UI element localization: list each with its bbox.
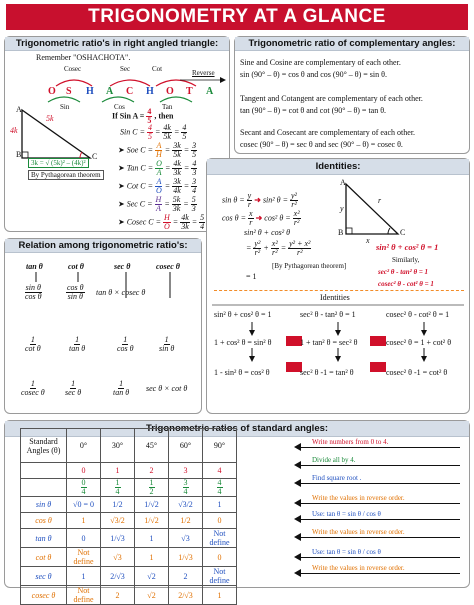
table-cell: 1	[203, 586, 237, 605]
table-cell: √3/2	[169, 497, 203, 513]
arrow-icon: ➤	[118, 199, 125, 209]
ratio-frac-letters	[163, 214, 171, 231]
identity-2: sec² θ - tan² θ = 1	[378, 268, 429, 276]
arrow-left-icon	[294, 461, 301, 469]
table-cell: 1	[203, 497, 237, 513]
arrow-left-icon	[294, 553, 301, 561]
table-cell: 0	[67, 463, 101, 479]
label-sec: Sec	[120, 65, 131, 73]
frac-den: r²	[291, 200, 297, 209]
ratio-row: ➤ Soe C = $\frac{A}{H}$ = $\frac{3k}{5k}$ = $\frac{3}{5}$	[118, 141, 197, 159]
frac-den: A	[155, 204, 161, 213]
note-arrow-line	[300, 557, 460, 558]
frac-den: 4k	[173, 186, 181, 195]
itri-y: y	[340, 204, 344, 213]
frac-num: 3	[192, 141, 197, 150]
ratio-frac-k	[180, 214, 190, 231]
identity-triangle-diagram	[336, 178, 406, 244]
frac-den: sin θ	[159, 344, 175, 353]
ratio-row: ➤ Cot C = $\frac{A}{O}$ = $\frac{3k}{4k}$ = $\frac{3}{4}$	[118, 177, 197, 195]
frac-den: cosec θ	[21, 388, 45, 397]
letter-a2: A	[206, 86, 214, 97]
frac-num: 1	[119, 379, 124, 388]
id-col3-2: cosec² θ = 1 + cot² θ	[386, 338, 452, 347]
panel-heading: Trigonometric ratio of complementary angles:	[235, 37, 469, 51]
id-l5: [By Pythagorean theorem]	[272, 262, 347, 270]
rel-one-cosec	[20, 380, 46, 397]
ratio-frac-value	[191, 178, 197, 195]
table-cell: 2	[135, 463, 169, 479]
arrow-left-icon	[294, 499, 301, 507]
table-cell: √2	[135, 586, 169, 605]
table-cell: tan θ	[21, 529, 67, 548]
id-l1	[222, 192, 298, 209]
table-cell: 0	[203, 548, 237, 567]
arrow-left-icon	[294, 569, 301, 577]
table-cell: 1/√2	[135, 497, 169, 513]
frac-num: 1	[30, 335, 35, 344]
ratio-frac-letters	[155, 160, 163, 177]
table-cell: cosec θ	[21, 586, 67, 605]
frac-den: 4	[183, 487, 188, 496]
table-cell: √3	[169, 529, 203, 548]
table-row	[21, 586, 237, 605]
frac-num: sin θ	[25, 283, 41, 292]
rel-one-cot	[24, 336, 42, 353]
arrow-left-icon	[294, 515, 301, 523]
table-cell: Not define	[67, 586, 101, 605]
table-row	[21, 567, 237, 586]
id-l4: = $\frac{\text{y²}}{\text{r²}}$ + $\frac{\text{x²}}{\text{r²}}$ = $\frac{\text{y² + x²}}{\text{r²}}$	[246, 239, 311, 257]
ratio-frac-letters	[147, 124, 153, 141]
comp-p3: Secant and Cosecant are complementary of each other.	[240, 128, 416, 137]
main-identity: sin² θ + cos² θ = 1	[376, 242, 439, 252]
table-cell: Not define	[67, 548, 101, 567]
rel-one-sin	[158, 336, 175, 353]
identity-arrows	[210, 320, 468, 390]
frac-num: 1	[164, 335, 169, 344]
table-cell: 1/√3	[101, 529, 135, 548]
note-text: Use: tan θ = sin θ / cos θ	[312, 548, 381, 556]
rel-cos-sin	[66, 284, 85, 301]
frac-num: x²	[293, 209, 300, 218]
itri-r: r	[378, 196, 382, 205]
letter-t: T	[186, 86, 193, 97]
note-text: Write the values in reverse order.	[312, 564, 405, 572]
frac-num: 4	[192, 159, 197, 168]
ratio-frac-value	[191, 196, 197, 213]
id-col3-1: cosec² θ - cot² θ = 1	[386, 310, 450, 319]
frac-num: x²	[271, 239, 278, 248]
table-cell: 1/√3	[169, 548, 203, 567]
table-cell	[203, 479, 237, 497]
frac-den: A	[156, 168, 162, 177]
frac-num: cos θ	[67, 283, 84, 292]
table-cell: 0	[67, 529, 101, 548]
label-cos: Cos	[114, 103, 125, 111]
side-4k: 4k	[10, 126, 18, 135]
page-title: TRIGONOMETRY AT A GLANCE	[6, 4, 468, 30]
ratio-fn: Cosec C	[126, 217, 154, 227]
table-cell: Not define	[203, 567, 237, 586]
divider	[212, 304, 464, 306]
rel-cosec: cosec θ	[156, 262, 180, 271]
label-cosec: Cosec	[64, 65, 82, 73]
table-cell	[21, 479, 67, 497]
table-cell: Not define	[203, 529, 237, 548]
frac-num: H	[155, 195, 162, 204]
comp-p1b: sin (90° – θ) = cos θ and cos (90° – θ) = sin θ.	[240, 70, 387, 79]
ratio-fn: Cot C	[126, 181, 146, 191]
id-col1-1: sin² θ + cos² θ = 1	[214, 310, 272, 319]
frac-den: 5	[192, 150, 197, 159]
table-cell: √0 = 0	[67, 497, 101, 513]
frac-num: y²	[291, 191, 297, 200]
rel-tan: tan θ	[26, 262, 43, 271]
frac-num: 1	[75, 335, 80, 344]
ratio-frac-k	[172, 142, 182, 159]
letter-a1: A	[106, 86, 114, 97]
frac-den: 3k	[172, 204, 181, 213]
letter-o2: O	[166, 86, 174, 97]
frac-num: 3	[192, 177, 197, 186]
frac-num: y²	[254, 239, 261, 248]
frac-num: 4k	[181, 213, 189, 222]
table-cell: 2	[169, 567, 203, 586]
note-arrow-line	[300, 447, 460, 448]
ratio-frac-value	[191, 142, 197, 159]
id-l1-d: sin² θ =	[262, 195, 288, 205]
id-l3: sin² θ + cos² θ	[244, 228, 291, 237]
ratio-frac-value	[181, 124, 187, 141]
ratio-row: ➤ Tan C = $\frac{O}{A}$ = $\frac{4k}{3k}$ = $\frac{4}{3}$	[118, 159, 197, 177]
note-text: Write the values in reverse order.	[312, 494, 405, 502]
frac-den: H	[156, 150, 162, 159]
note-arrow-line	[300, 465, 460, 466]
identity-3: cosec² θ - cot² θ = 1	[378, 280, 434, 288]
table-row	[21, 429, 237, 463]
frac-num: x	[249, 209, 253, 218]
frac-num: 1	[149, 478, 154, 487]
ratio-fn: Soe C	[126, 145, 146, 155]
frac-den: O	[156, 186, 162, 195]
tri-a: A	[16, 105, 22, 114]
table-cell: √2	[135, 567, 169, 586]
frac-den: r²	[254, 248, 261, 257]
frac-den: 5	[147, 132, 152, 141]
id-col1-3: 1 - sin² θ = cos² θ	[214, 368, 270, 377]
panel-heading: Identities:	[207, 159, 469, 175]
table-cell: 90°	[203, 429, 237, 463]
table-cell	[101, 479, 135, 497]
frac-num: 5k	[172, 195, 181, 204]
table-cell: 45°	[135, 429, 169, 463]
cell-frac	[183, 479, 189, 496]
table-row	[21, 463, 237, 479]
table-row	[21, 479, 237, 497]
frac-num: A	[156, 177, 162, 186]
arrow-left-icon	[294, 533, 301, 541]
rel-one-sec	[64, 380, 82, 397]
table-row	[21, 548, 237, 567]
table-cell: 0°	[67, 429, 101, 463]
frac-den: 4	[81, 487, 86, 496]
table-cell: 1	[101, 463, 135, 479]
note-arrow-line	[300, 519, 460, 520]
table-cell: 2	[101, 586, 135, 605]
arrow-icon: ➤	[118, 217, 125, 227]
id-col2-3: sec² θ -1 = tan² θ	[300, 368, 354, 377]
frac-den: 4	[192, 186, 197, 195]
frac-den: sin θ	[67, 292, 83, 301]
table-cell: 1/2	[101, 497, 135, 513]
frac-num: O	[156, 159, 162, 168]
frac-num: 4	[147, 107, 152, 116]
table-cell: 1	[67, 513, 101, 529]
id-col1-2: 1 + cos² θ = sin² θ	[214, 338, 272, 347]
ratio-frac-k	[172, 160, 182, 177]
id-col3-3: cosec² θ -1 = cot² θ	[386, 368, 448, 377]
table-cell: √3/2	[101, 513, 135, 529]
comp-p2b: tan (90° – θ) = cot θ and cot (90° – θ) = tan θ.	[240, 106, 387, 115]
panel-heading: Relation among trigonometric ratio's:	[5, 239, 201, 253]
table-cell: sin θ	[21, 497, 67, 513]
frac-num: 0	[81, 478, 86, 487]
frac-den: r²	[297, 248, 303, 257]
table-cell: 0	[203, 513, 237, 529]
frac-den: 3	[191, 204, 196, 213]
rel-cot: cot θ	[68, 262, 84, 271]
arrow-left-icon	[294, 479, 301, 487]
comp-p2: Tangent and Cotangent are complementary of each other.	[240, 94, 423, 103]
frac-num: 4	[217, 478, 222, 487]
note-text: Divide all by 4.	[312, 456, 356, 464]
letter-h2: H	[146, 86, 154, 97]
rel-mid1: tan θ × cosec θ	[96, 288, 146, 297]
frac-num: 4k	[173, 159, 181, 168]
note-text: Use: tan θ = sin θ / cos θ	[312, 510, 381, 518]
table-row	[21, 497, 237, 513]
frac-den: tan θ	[69, 344, 86, 353]
label-cot: Cot	[152, 65, 163, 73]
side-3k: 3k = √ (5k)² – (4k)²	[28, 158, 89, 168]
frac-den: cot θ	[25, 344, 41, 353]
table-row	[21, 529, 237, 548]
rel-sec: sec θ	[114, 262, 131, 271]
table-cell: cos θ	[21, 513, 67, 529]
frac-num: 1	[123, 335, 128, 344]
frac-den: r	[247, 200, 252, 209]
ratio-frac-k	[172, 178, 182, 195]
letter-o1: O	[48, 86, 56, 97]
table-cell: 2/√3	[169, 586, 203, 605]
frac-num: 1	[115, 478, 120, 487]
id-l6: = 1	[246, 272, 257, 281]
table-cell: cot θ	[21, 548, 67, 567]
similarly-label: Similarly,	[392, 256, 420, 264]
frac-num: 5	[200, 213, 205, 222]
frac-den: cos θ	[25, 292, 42, 301]
arrow-icon: ➜	[255, 213, 263, 223]
remember-text: Remember "OSHACHOTA".	[36, 53, 131, 62]
arrow-left-icon	[294, 443, 301, 451]
ratio-frac-letters	[155, 196, 163, 213]
frac-den: sec θ	[65, 388, 82, 397]
arrow-icon: ➤	[118, 181, 125, 191]
label-tan: Tan	[162, 103, 173, 111]
side-5k: 5k	[46, 114, 54, 123]
note-arrow-line	[300, 537, 460, 538]
table-cell: 2/√3	[101, 567, 135, 586]
id-col2-2: 1 + tan² θ = sec² θ	[300, 338, 358, 347]
cell-frac	[81, 479, 87, 496]
ratio-frac-letters	[155, 178, 163, 195]
frac-den: 5	[147, 116, 152, 125]
id-l2-a: cos θ =	[222, 213, 246, 223]
frac-den: 5k	[173, 150, 181, 159]
rel-one-cos	[116, 336, 135, 353]
note-arrow-line	[300, 503, 460, 504]
table-cell	[135, 479, 169, 497]
label-reverse: Reverse	[192, 69, 215, 77]
rel-mid2: sec θ × cot θ	[146, 384, 188, 393]
table-cell: 1	[135, 548, 169, 567]
frac-num: 1	[71, 379, 76, 388]
frac-den: tan θ	[113, 388, 130, 397]
itri-x: x	[366, 236, 370, 245]
table-cell: 1	[135, 529, 169, 548]
frac-num: 5	[191, 195, 196, 204]
tri-c: C	[92, 152, 98, 161]
id-l1-a: sin θ =	[222, 195, 245, 205]
frac-num: 1	[30, 379, 35, 388]
table-cell: √3	[101, 548, 135, 567]
frac-den: 3k	[181, 222, 189, 231]
tri-b: B	[16, 150, 22, 159]
letter-c: C	[126, 86, 134, 97]
comp-p1: Sine and Cosine are complementary of each other.	[240, 58, 401, 67]
frac-den: r	[249, 218, 253, 227]
frac-num: 3k	[173, 177, 181, 186]
dashed-divider	[214, 290, 464, 291]
rel-sin-cos	[24, 284, 43, 301]
ratio-frac-k	[162, 124, 172, 141]
ratio-fn: Sin C	[120, 127, 138, 137]
frac-den: 4	[200, 222, 205, 231]
table-cell: 1	[67, 567, 101, 586]
table-cell: 30°	[101, 429, 135, 463]
frac-den: 5k	[163, 132, 171, 141]
frac-num: H	[164, 213, 170, 222]
itri-a: A	[340, 178, 346, 187]
frac-den: 5	[182, 132, 187, 141]
label-sin: Sin	[60, 103, 70, 111]
frac-den: O	[164, 222, 170, 231]
frac-num: 3k	[173, 141, 181, 150]
frac-den: 3k	[173, 168, 181, 177]
table-cell: Standard Angles (θ)	[21, 429, 67, 463]
frac-den: r²	[293, 218, 300, 227]
frac-num: 4k	[163, 123, 171, 132]
ratio-frac-k	[172, 196, 182, 213]
table-cell: 3	[169, 463, 203, 479]
panel-heading: Trigonometric ratios of standard angles:	[5, 421, 469, 437]
frac-num: 4	[147, 123, 152, 132]
frac-den: cos θ	[117, 344, 134, 353]
note-text: Write the values in reverse order.	[312, 528, 405, 536]
table-cell: 4	[203, 463, 237, 479]
ratio-frac-letters	[155, 142, 163, 159]
table-cell	[21, 463, 67, 479]
ratio-row: ➤ Cosec C = $\frac{H}{O}$ = $\frac{4k}{3k}$ = $\frac{5}{4}$	[118, 213, 205, 231]
note-text: Write numbers from 0 to 4.	[312, 438, 389, 446]
pythagoras-note: By Pythagorean theorem	[28, 170, 104, 180]
ratio-fn: Tan C	[126, 163, 146, 173]
id-l2-d: cos² θ =	[264, 213, 291, 223]
rel-one-tan	[68, 336, 86, 353]
frac-den: 2	[149, 487, 154, 496]
rel-one-tan-b	[112, 380, 130, 397]
frac-num: 4	[182, 123, 187, 132]
table-row	[21, 513, 237, 529]
table-cell	[169, 479, 203, 497]
table-cell: 1/√2	[135, 513, 169, 529]
frac-num: y² + x²	[289, 239, 311, 248]
panel-heading: Trigonometric ratio's in right angled triangle:	[5, 37, 229, 51]
letter-s: S	[66, 86, 72, 97]
ratio-row: Sin C = $\frac{4}{5}$ = $\frac{4k}{5k}$ = $\frac{4}{5}$	[120, 123, 187, 141]
note-arrow-line	[300, 573, 460, 574]
arrow-icon: ➜	[254, 195, 261, 205]
cell-frac	[149, 479, 155, 496]
id-col2-1: sec² θ - tan² θ = 1	[300, 310, 356, 319]
ratio-frac-value	[191, 160, 197, 177]
table-cell: sec θ	[21, 567, 67, 586]
cell-frac	[115, 479, 121, 496]
frac-num: A	[156, 141, 162, 150]
itri-c: C	[400, 228, 406, 237]
table-cell: 1/2	[169, 513, 203, 529]
arrow-icon: ➤	[118, 145, 125, 155]
identities-sub: Identities	[320, 293, 350, 302]
ratio-fn: Sec C	[126, 199, 146, 209]
table-cell	[67, 479, 101, 497]
frac-den: r²	[271, 248, 278, 257]
frac-num: y	[247, 191, 252, 200]
ratio-row: ➤ Sec C = $\frac{H}{A}$ = $\frac{5k}{3k}$ = $\frac{5}{3}$	[118, 195, 196, 213]
letter-h1: H	[86, 86, 94, 97]
itri-b: B	[338, 228, 344, 237]
frac-den: 3	[192, 168, 197, 177]
note-text: Find square root .	[312, 474, 362, 482]
cell-frac	[217, 479, 223, 496]
then-label: , then	[154, 111, 174, 121]
frac-den: 4	[115, 487, 120, 496]
table-cell: 60°	[169, 429, 203, 463]
if-sin-label: If Sin A =	[112, 111, 145, 121]
note-arrow-line	[300, 483, 460, 484]
angles-table	[20, 428, 237, 605]
frac-den: 4	[217, 487, 222, 496]
comp-p3b: cosec (90° – θ) = sec θ and sec (90° – θ) = cosec θ.	[240, 140, 403, 149]
ratio-frac-value	[199, 214, 205, 231]
arrow-icon: ➤	[118, 163, 125, 173]
frac-num: 3	[183, 478, 188, 487]
id-l2	[222, 210, 301, 227]
